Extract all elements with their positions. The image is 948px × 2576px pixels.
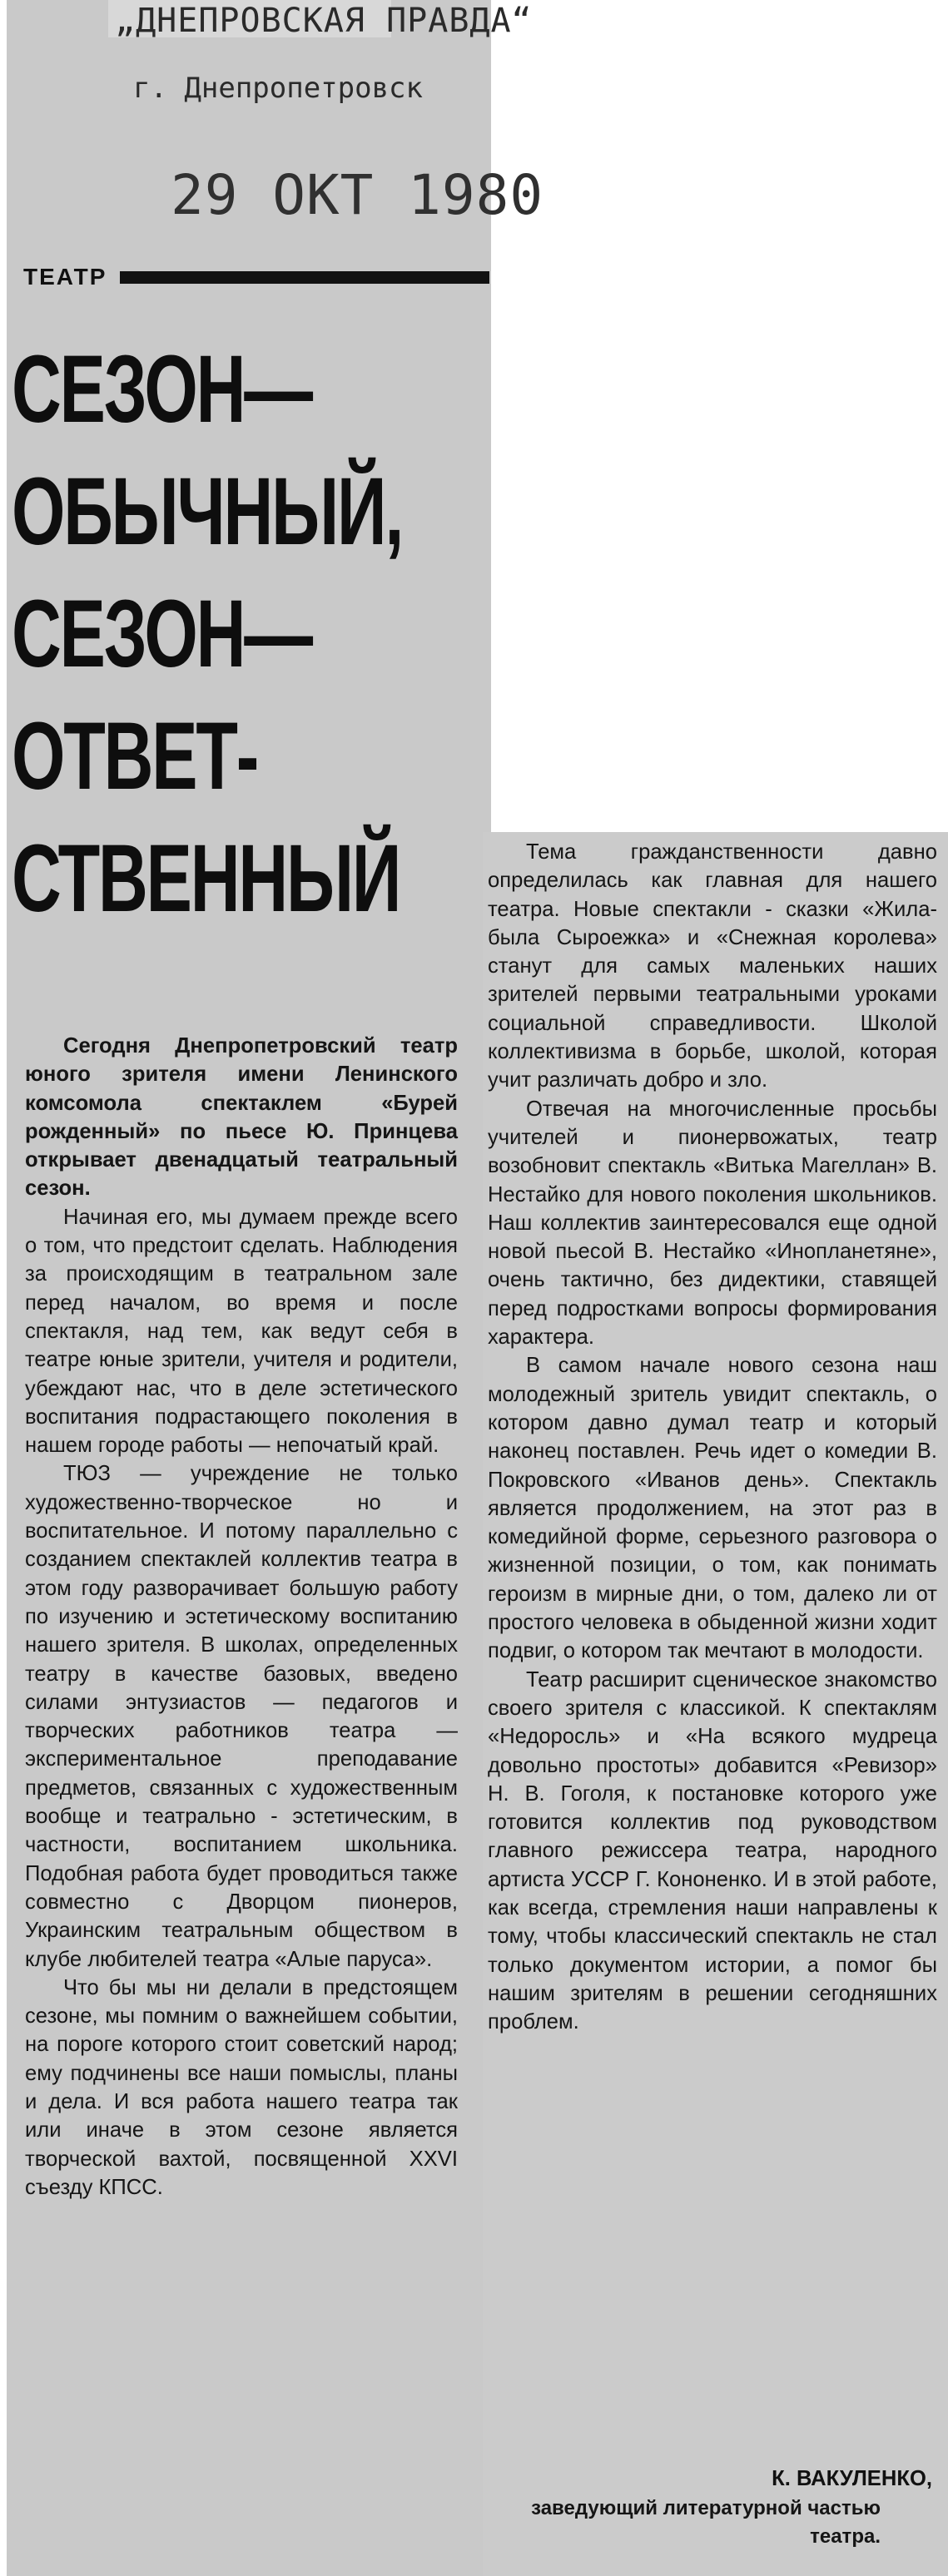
rubric-label: ТЕАТР <box>23 264 107 290</box>
author-position: заведующий литературной частью театра. <box>531 2497 881 2548</box>
article-left-column <box>25 1032 458 2202</box>
rubric-rule <box>120 271 489 284</box>
paragraph: Отвечая на многочисленные просьбы учителей и пионервожатых, театр возобновит спектакль «Витька Магеллан» В. Нестайко для нового поколения школьников. Наш коллектив заинтересовался еще одной новой пьесой В. Нестайко «Инопланетяне», очень тактично, без дидектики, ставящей перед подростками вопросы формирования характера. <box>488 1097 937 1350</box>
date-stamp: 29 ОКТ 1980 <box>171 163 544 227</box>
paragraph: Театр расширит сценическое знакомство своего зрителя с классикой. К спектаклям «Недоросль» и «На всякого мудреца довольно простоты» добавится «Ревизор» Н. В. Гоголя, к постановке которого уже готовится коллектив под руководством главного режиссера театра, народного артиста УССР Г. Кононенко. И в этой работе, как всегда, стремления наши направлены к тому, чтобы классический спектакль не стал только документом истории, а помог бы нашим зрителям в решении сегодняшних проблем. <box>488 1667 937 2034</box>
paragraph: Начиная его, мы думаем прежде всего о том, что предстоит сделать. Наблюдения за происходящим в театральном зале перед началом, во время и после спектакля, над тем, как ведут себя в театре юные зрители, учителя и родители, убеждают нас, что в деле эстетического воспитания подрастающего поколения в нашем городе работы — непочатый край. <box>25 1205 458 1458</box>
paragraph: Что бы мы ни делали в предстоящем сезоне, мы помним о важнейшем событии, на пороге которого стоит советский народ; ему подчинены все наши помыслы, планы и дела. И вся работа нашего театра так или иначе в этом сезоне является творческой вахтой, посвященной XXVI съезду КПСС. <box>25 1975 458 2199</box>
paragraph: ТЮЗ — учреждение не только художественно-творческое но и воспитательное. И потому параллельно с созданием спектаклей коллектив театра в этом году разворачивает большую работу по изучению и эстетическому воспитанию нашего зрителя. В школах, определенных театру в качестве базовых, введено силами энтузиастов — педагогов и творческих работников театра — экспериментальное преподавание предметов, связанных с художественным вообще и театрально - эстетическим, в частности, воспитанием школьника. Подобная работа будет проводиться также совместно с Дворцом пионеров, Украинским театральным обществом в клубе любителей театра «Алые паруса». <box>25 1462 458 1971</box>
rubric-row <box>23 256 489 298</box>
author-name: К. ВАКУЛЕНКО, <box>772 2467 932 2490</box>
paragraph: В самом начале нового сезона наш молодежный зритель увидит спектакль, о котором давно думал театр и который наконец поставлен. Речь идет о комедии В. Покровского «Иванов день». Спектакль является продолжением, на этот раз в комедийной форме, серьезного разговора о жизненной позиции, о том, как понимать героизм в мирные дни, о том, далеко ли от простого человека в обыденной жизни ходит подвиг, о котором так мечтают в молодости. <box>488 1354 937 1663</box>
article-right-column <box>488 838 937 2036</box>
newspaper-name-stamp: „ДНЕПРОВСКАЯ ПРАВДА“ <box>115 2 533 40</box>
city-stamp: г. Днепропетровск <box>133 72 423 105</box>
paragraph: Тема гражданственности давно определилась как главная для нашего театра. Новые спектакли - сказки «Жила-была Сыроежка» и «Снежная королева» станут для самых маленьких наших зрителей первыми театральными уроками социальной справедливости. Школой коллективизма в борьбе, школой, которая учит различать добро и зло. <box>488 840 937 1092</box>
article-headline: СЕЗОН— ОБЫЧНЫЙ, СЕЗОН— ОТВЕТ- СТВЕННЫЙ <box>12 336 403 932</box>
article-lead: Сегодня Днепропетровский театр юного зрителя имени Ленинского комсомола спектаклем «Бурей рожденный» по пьесе Ю. Принцева открывает двенадцатый театральный сезон. <box>25 1034 458 1201</box>
